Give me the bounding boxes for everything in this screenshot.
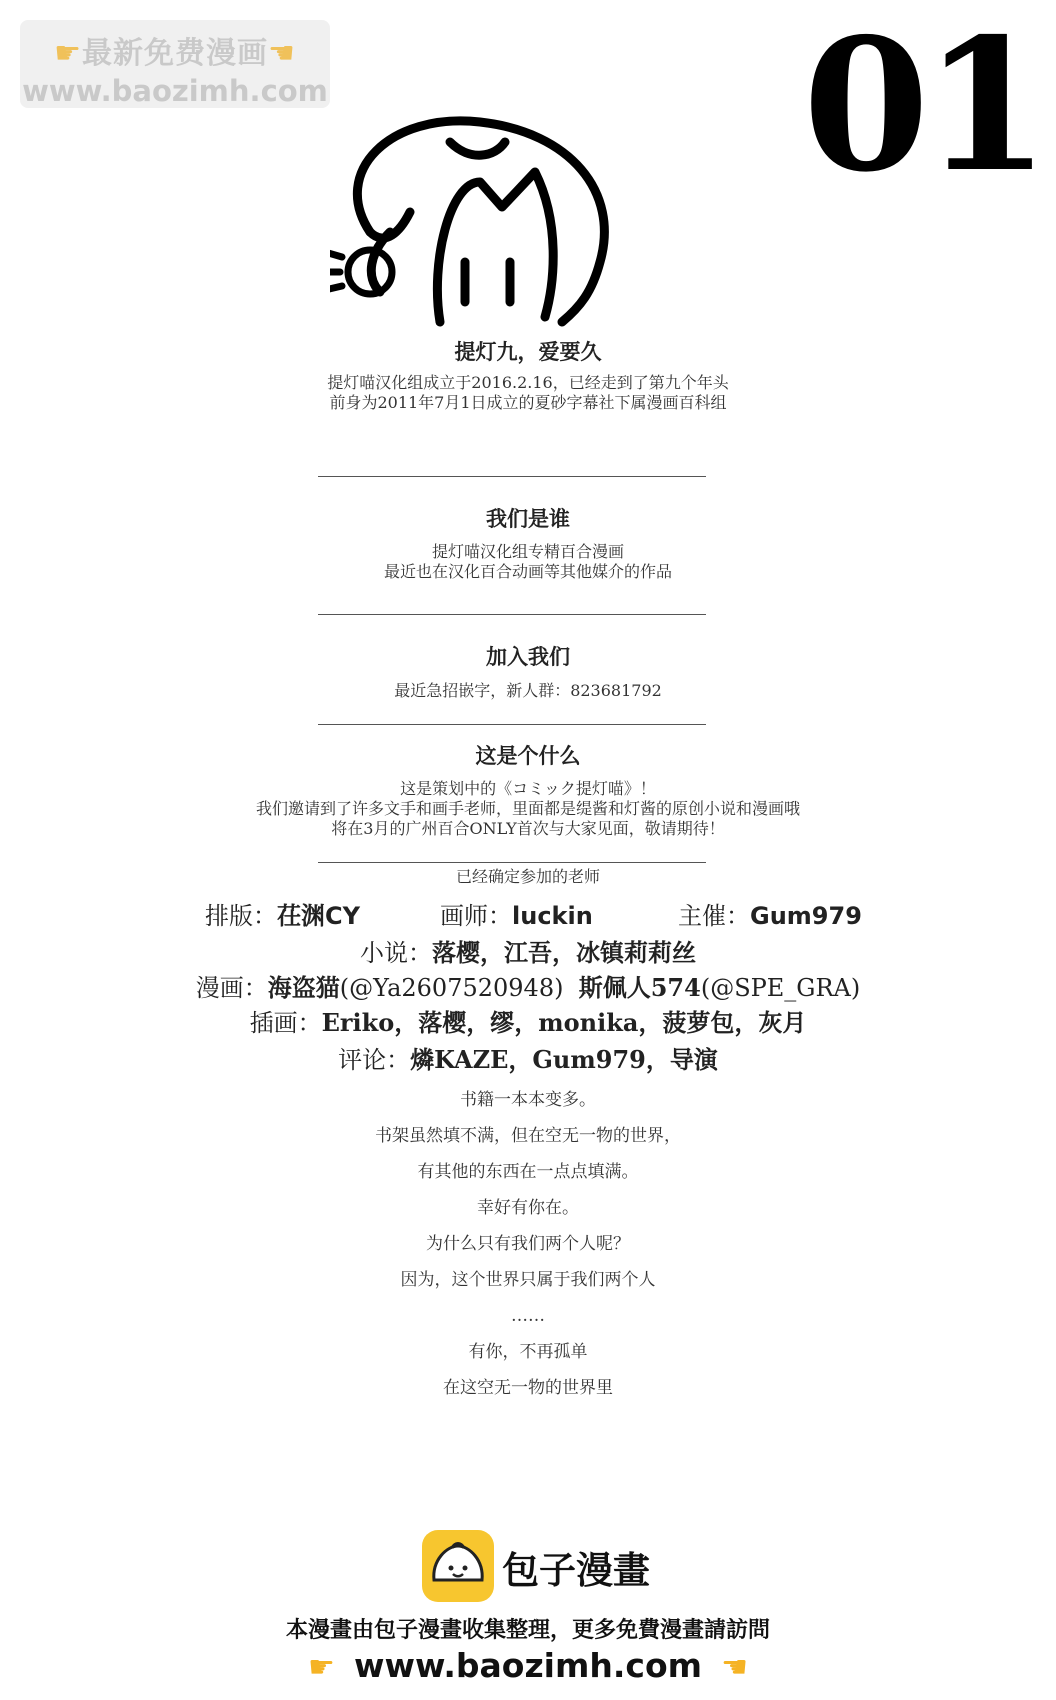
poem-line: 书籍一本本变多。 bbox=[460, 1090, 596, 1110]
credit-novel: 小说：落樱，江吾，冰镇莉莉丝 bbox=[360, 938, 696, 967]
cat-lantern-logo bbox=[330, 112, 650, 332]
divider bbox=[318, 614, 706, 615]
watermark-line1: 最新免费漫画 bbox=[82, 36, 268, 71]
poem-line: 为什么只有我们两个人呢？ bbox=[426, 1234, 630, 1254]
section-text: 最近急招嵌字，新人群：823681792 bbox=[394, 681, 662, 700]
footer-notice: 本漫畫由包子漫畫收集整理，更多免費漫畫請訪問 bbox=[285, 1618, 770, 1643]
divider bbox=[318, 476, 706, 477]
pointing-hand-icon: ☛ bbox=[54, 36, 82, 71]
pointing-hand-icon: ☚ bbox=[268, 36, 296, 71]
poem-line: 因为，这个世界只属于我们两个人 bbox=[400, 1270, 656, 1290]
credit-host: 主催：Gum979 bbox=[678, 902, 862, 930]
poem-line: 幸好有你在。 bbox=[477, 1198, 579, 1218]
section-text: 最近也在汉化百合动画等其他媒介的作品 bbox=[383, 562, 672, 581]
chapter-number: 01 bbox=[802, 0, 1044, 212]
section-text: 我们邀请到了许多文手和画手老师，里面都是缇酱和灯酱的原创小说和漫画哦 bbox=[255, 799, 800, 818]
credit-layout: 排版：茌渊CY bbox=[205, 902, 360, 930]
poem-line: …… bbox=[511, 1306, 545, 1326]
poem-line: 在这空无一物的世界里 bbox=[443, 1378, 613, 1398]
section-title: 提灯九，爱要久 bbox=[454, 340, 602, 364]
poem-line: 有其他的东西在一点点填满。 bbox=[417, 1162, 639, 1182]
section-text: 提灯喵汉化组成立于2016.2.16，已经走到了第九个年头 bbox=[327, 373, 729, 392]
credit-review: 评论：燐KAZE，Gum979，导演 bbox=[338, 1045, 718, 1074]
divider bbox=[318, 862, 706, 863]
footer-url-row bbox=[0, 1646, 1056, 1685]
poem-line: 书架虽然填不满，但在空无一物的世界， bbox=[375, 1126, 681, 1146]
section-title: 这是个什么 bbox=[475, 744, 581, 768]
poem-line: 有你，不再孤单 bbox=[468, 1342, 588, 1362]
baozi-app-icon bbox=[422, 1530, 494, 1602]
credit-manga: 漫画：海盗猫(@Ya2607520948) 斯佩人574(@SPE_GRA) bbox=[195, 973, 861, 1002]
section-title: 我们是谁 bbox=[486, 507, 570, 531]
footer-url-link[interactable]: www.baozimh.com bbox=[354, 1646, 702, 1685]
section-title: 加入我们 bbox=[486, 645, 570, 669]
credit-illustration: 插画：Eriko，落樱，缪，monika，菠萝包，灰月 bbox=[249, 1008, 807, 1037]
section-text: 将在3月的广州百合ONLY首次与大家见面，敬请期待！ bbox=[331, 819, 725, 838]
watermark bbox=[20, 20, 330, 108]
watermark-url: www.baozimh.com bbox=[22, 74, 328, 108]
section-text: 这是策划中的《コミック提灯喵》！ bbox=[400, 779, 656, 798]
divider bbox=[318, 724, 706, 725]
poem bbox=[0, 1082, 1056, 1406]
credit-artist: 画师：luckin bbox=[440, 902, 593, 930]
section-text: 提灯喵汉化组专精百合漫画 bbox=[431, 542, 624, 561]
app-name: 包子漫畫 bbox=[502, 1549, 650, 1592]
pointing-left-hand-icon: ☚ bbox=[721, 1650, 748, 1685]
section-text: 前身为2011年7月1日成立的夏砂字幕社下属漫画百科组 bbox=[329, 393, 727, 412]
pointing-right-hand-icon: ☛ bbox=[308, 1650, 335, 1685]
confirmed-label: 已经确定参加的老师 bbox=[455, 867, 600, 886]
